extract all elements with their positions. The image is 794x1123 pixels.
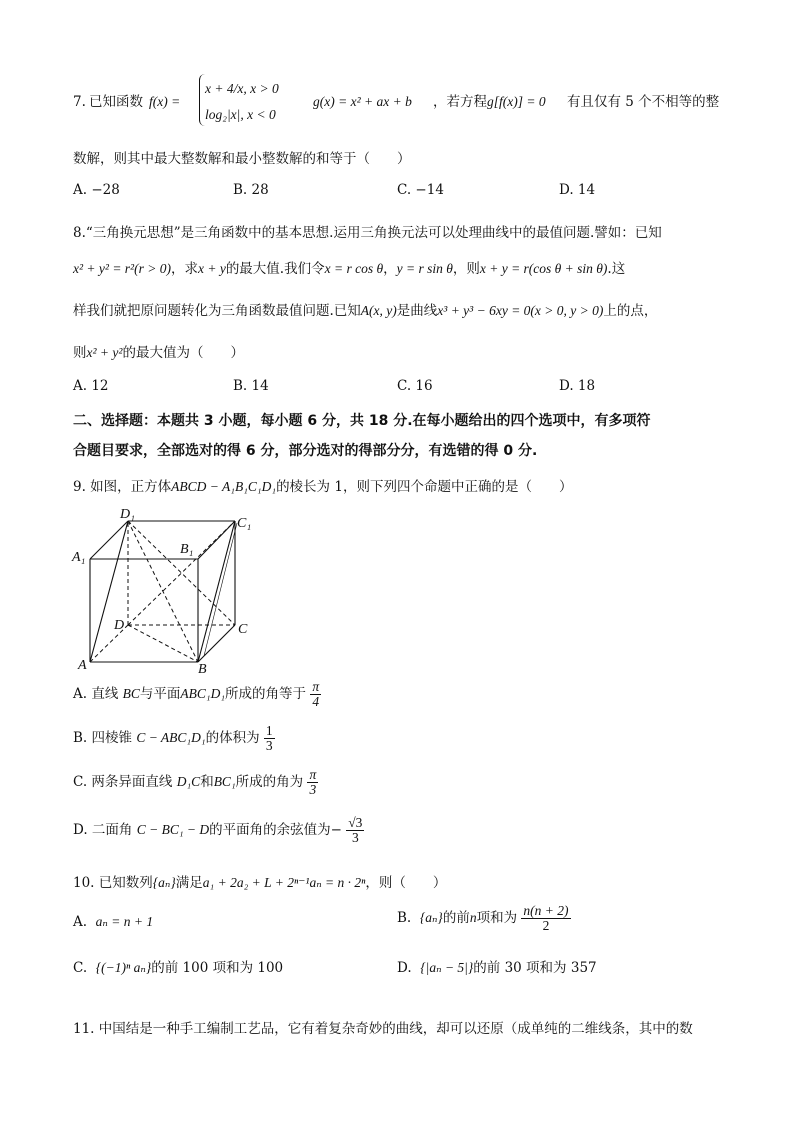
q9-d-dihedral: C − BC₁ − D xyxy=(136,822,210,837)
q10-text: ，则（ ） xyxy=(365,875,447,891)
q8-text: .这 xyxy=(607,261,626,277)
line-bc1 xyxy=(198,521,235,662)
q8-line2 xyxy=(73,258,724,280)
frac-den: 2 xyxy=(542,918,550,933)
q8-text: ， xyxy=(383,261,397,277)
q7-case2: log₂|x|, x < 0 xyxy=(205,107,276,122)
q9-c-text: 所成的角为 xyxy=(235,774,304,790)
q10-option-b[interactable] xyxy=(397,904,571,933)
q7-option-c[interactable]: C. −14 xyxy=(397,182,444,198)
q10-option-d[interactable] xyxy=(397,956,597,976)
q8-text: 的最大值.我们令 xyxy=(225,261,325,277)
label-b: B xyxy=(198,662,207,675)
q9-b-label: B. 四棱锥 xyxy=(73,730,133,746)
q8-text: ，求 xyxy=(170,261,198,277)
q9-d-sign: − xyxy=(330,822,342,838)
q10-option-c[interactable] xyxy=(73,956,283,976)
q10-b-fraction xyxy=(521,904,570,933)
q8-x-sub: x = r cos θ xyxy=(324,261,384,276)
q10-c-text: 的前 100 项和为 100 xyxy=(151,960,284,976)
frac-den: 3 xyxy=(309,782,317,797)
q8-text: 是曲线 xyxy=(396,303,438,319)
frac-den: 3 xyxy=(265,738,273,753)
frac-num: π xyxy=(309,767,317,782)
q8-text: ，则 xyxy=(452,261,480,277)
q10-b-label: B. xyxy=(397,910,412,926)
section2-line1: 二、选择题：本题共 3 小题，每小题 6 分，共 18 分.在每小题给出的四个选项中，有多项符 xyxy=(73,413,651,429)
q9-d-text: 的平面角的余弦值为 xyxy=(209,822,331,838)
q8-option-a[interactable]: A. 12 xyxy=(73,378,109,394)
q9-option-b[interactable] xyxy=(73,724,724,753)
q7-option-a[interactable]: A. −28 xyxy=(73,182,120,198)
q9-text: 9. 如图，正方体 xyxy=(73,479,172,495)
q10-c-expr: {(−1)ⁿ aₙ} xyxy=(95,960,152,975)
q9-a-text: 与平面 xyxy=(139,686,181,702)
frac-num: π xyxy=(312,679,320,694)
q7-gx: g(x) = x² + ax + b xyxy=(313,94,412,109)
q10-options-row1 xyxy=(73,904,733,948)
q7-option-d[interactable]: D. 14 xyxy=(559,182,596,198)
line-bc1-bold xyxy=(204,523,237,656)
q9-stem xyxy=(73,476,724,498)
q7-fx: f(x) = xyxy=(149,94,181,109)
q8-option-b[interactable]: B. 14 xyxy=(233,378,269,394)
q8-circle-eq: x² + y² = r²(r > 0) xyxy=(73,261,171,276)
q10-text: 满足 xyxy=(175,875,203,891)
q7-option-b[interactable]: B. 28 xyxy=(233,182,269,198)
q10-b-text: 项和为 xyxy=(476,910,518,926)
q9-c-line1: D₁C xyxy=(176,774,201,789)
line-db-hidden xyxy=(128,625,198,662)
q8-text: 上的点， xyxy=(603,303,658,319)
q8-text: 样我们就把原问题转化为三角函数最值问题.已知 xyxy=(73,303,361,319)
frac-num: n(n + 2) xyxy=(523,903,569,918)
q10-a-expr: aₙ = n + 1 xyxy=(95,914,154,929)
q9-a-fraction xyxy=(310,680,321,709)
cube-figure xyxy=(70,505,260,675)
q8-point: A(x, y) xyxy=(360,303,397,318)
q10-text: 10. 已知数列 xyxy=(73,875,153,891)
q9-a-text: 所成的角等于 xyxy=(225,686,307,702)
q10-b-n: n xyxy=(469,910,477,925)
q7-options xyxy=(73,182,733,204)
label-d: D xyxy=(114,618,125,633)
label-a: A xyxy=(78,658,87,673)
frac-num: 1 xyxy=(265,723,273,738)
q9-c-text: 和 xyxy=(200,774,214,790)
q9-text: 的棱长为 1，则下列四个命题中正确的是（ ） xyxy=(276,479,573,495)
q9-c-fraction xyxy=(307,768,318,797)
q8-sum-expr: x + y = r(cos θ + sin θ) xyxy=(479,261,608,276)
q9-a-plane: ABC₁D₁ xyxy=(180,686,226,701)
q8-line3 xyxy=(73,300,724,322)
q10-b-expr: {aₙ} xyxy=(419,910,443,925)
q9-cube-name: ABCD − A₁B₁C₁D₁ xyxy=(171,479,277,494)
q8-line4 xyxy=(73,342,724,364)
q9-a-line: BC xyxy=(122,686,140,701)
q7-tail: 有且仅有 5 个不相等的整 xyxy=(567,94,720,110)
q10-d-expr: {|aₙ − 5|} xyxy=(420,960,474,975)
q8-target-expr: x² + y² xyxy=(86,345,123,360)
label-b1: B₁ xyxy=(180,542,194,557)
label-c1: C₁ xyxy=(237,516,252,531)
q7-pre: 已知函数 xyxy=(89,94,143,110)
q10-b-text: 的前 xyxy=(442,910,470,926)
section2-line2: 合题目要求，全部选对的得 6 分，部分选对的得部分分，有选错的得 0 分. xyxy=(73,443,538,459)
label-d1: D₁ xyxy=(120,507,135,522)
frac-den: 3 xyxy=(351,830,359,845)
q8-text: 的最大值为（ ） xyxy=(122,345,244,361)
q9-d-label: D. 二面角 xyxy=(73,822,133,838)
q10-d-label: D. xyxy=(397,960,412,976)
q9-a-label: A. 直线 xyxy=(73,686,119,702)
q10-a-label: A. xyxy=(73,914,88,930)
q8-option-d[interactable]: D. 18 xyxy=(559,378,596,394)
q10-condition: a₁ + 2a₂ + L + 2ⁿ⁻¹aₙ = n · 2ⁿ xyxy=(202,875,366,890)
q9-b-text: 的体积为 xyxy=(205,730,260,746)
frac-num: √3 xyxy=(348,815,363,830)
q9-b-fraction xyxy=(264,724,275,753)
q8-text: 则 xyxy=(73,345,87,361)
q7-number: 7. xyxy=(73,94,86,110)
q11-line1: 11. 中国结是一种手工编制工艺品，它有着复杂奇妙的曲线，却可以还原（成单纯的二维线条，其中的数 xyxy=(73,1021,693,1037)
q8-line1: 8.“三角换元思想”是三角函数中的基本思想.运用三角换元法可以处理曲线中的最值问题.譬如：已知 xyxy=(73,225,662,241)
q10-seq: {aₙ} xyxy=(152,875,176,890)
q7-line2: 数解，则其中最大整数解和最小整数解的和等于（ ） xyxy=(73,151,411,167)
frac-den: 4 xyxy=(312,694,320,709)
q10-stem xyxy=(73,872,724,894)
edge-a1d1 xyxy=(90,521,128,559)
question-7 xyxy=(73,74,724,130)
q9-option-a[interactable] xyxy=(73,680,724,709)
q10-c-label: C. xyxy=(73,960,88,976)
q10-d-text: 的前 30 项和为 357 xyxy=(473,960,597,976)
q9-c-line2: BC₁ xyxy=(213,774,236,789)
q9-c-label: C. 两条异面直线 xyxy=(73,774,173,790)
q7-mid: ，若方程 xyxy=(433,94,487,110)
q7-eq: g[f(x)] = 0 xyxy=(487,94,546,109)
q9-d-fraction xyxy=(346,816,364,845)
q10-options-row2 xyxy=(73,956,733,978)
q8-options xyxy=(73,378,733,400)
line-ad1 xyxy=(90,521,128,662)
q7-case1: x + 4/x, x > 0 xyxy=(205,81,279,96)
q10-option-a[interactable] xyxy=(73,914,153,930)
q9-b-pyramid: C − ABC₁D₁ xyxy=(136,730,206,745)
q8-curve-eq: x³ + y³ − 6xy = 0(x > 0, y > 0) xyxy=(437,303,604,318)
q7-piecewise xyxy=(199,74,279,126)
edge-bc xyxy=(198,625,235,662)
label-a1: A₁ xyxy=(72,550,86,565)
q8-y-sub: y = r sin θ xyxy=(396,261,453,276)
q9-option-d[interactable] xyxy=(73,816,724,845)
q9-option-c[interactable] xyxy=(73,768,724,797)
label-c: C xyxy=(238,622,248,637)
q8-option-c[interactable]: C. 16 xyxy=(397,378,433,394)
q8-expr: x + y xyxy=(197,261,226,276)
